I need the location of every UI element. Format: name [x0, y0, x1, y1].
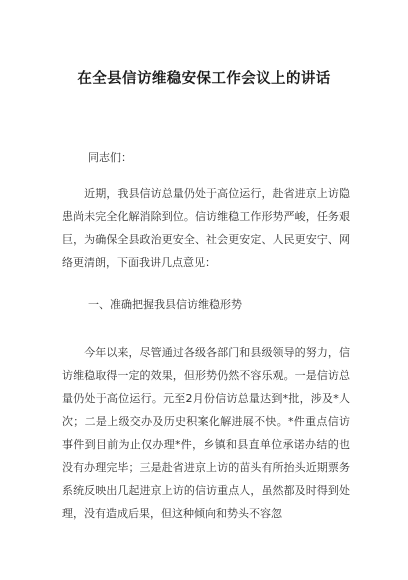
section-heading: 一、准确把握我县信访维稳形势: [88, 298, 242, 311]
salutation: 同志们：: [88, 151, 132, 164]
document-title: 在全县信访维稳安保工作会议上的讲话: [77, 71, 331, 87]
intro-paragraph: 近期，我县信访总量仍处于高位运行，赴省进京上访隐患尚未完全化解消除到位。信访维稳工作形势严峻，任务艰巨，为确保全县政治更安全、社会更安定、人民更安宁、网络更清朗，下面我讲几点意见：: [62, 187, 350, 269]
body-paragraph: 今年以来，尽管通过各级各部门和县级领导的努力，信访维稳取得一定的效果，但形势仍然不容乐观。一是信访总量仍处于高位运行。元至2月份信访总量达到*批，涉及*人次；二是上级交办及历史积案化解进展不快。*件重点信访事件到目前为止仅办理*件，乡镇和县直单位承诺办结的也没有办理完毕；三是赴省进京上访的苗头有所抬头近期票务系统反映出几起进京上访的信访重点人，虽然都及时得到处理，没有造成后果，但这种倾向和势头不容忽: [62, 346, 350, 520]
